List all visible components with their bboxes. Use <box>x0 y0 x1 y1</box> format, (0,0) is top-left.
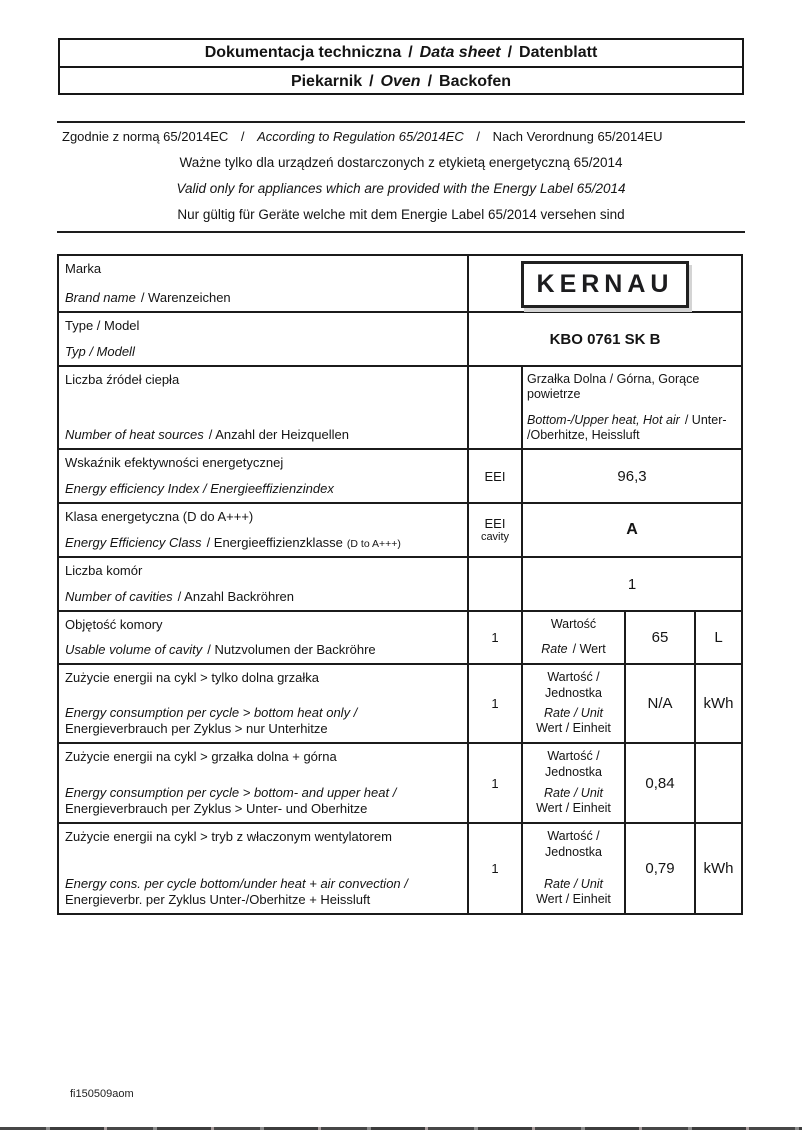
cavities-value-cell <box>523 558 741 610</box>
title-box <box>58 38 744 95</box>
model-label-de: Typ / Modell <box>65 344 135 360</box>
energy2-value: 0,84 <box>645 774 675 792</box>
volume-unit: L <box>714 629 723 646</box>
energy2-label-pl: Zużycie energii na cykl > grzałka dolna + górna <box>65 749 337 764</box>
class-value: A <box>626 521 638 538</box>
divider-line <box>57 231 745 233</box>
row-energy-bottom-upper <box>59 744 741 824</box>
eei-label-en-de: Energy efficiency Index / Energieeffizienzindex <box>65 481 334 497</box>
energy3-label-cell <box>59 824 469 913</box>
doc-subtitle-pl: Piekarnik <box>290 72 363 90</box>
volume-unit-cell <box>696 612 741 663</box>
energy3-unit: kWh <box>703 860 734 877</box>
energy1-unit-cell <box>696 665 741 742</box>
energy1-value-group <box>523 665 741 742</box>
energy2-count-cell: 1 <box>469 744 523 822</box>
heat-key-cell <box>469 367 523 448</box>
regulation-en: According to Regulation 65/2014EC <box>257 129 464 144</box>
energy2-value-cell <box>626 744 696 822</box>
brand-label-pl: Marka <box>65 261 102 276</box>
energy1-label-cell <box>59 665 469 742</box>
volume-count-cell: 1 <box>469 612 523 663</box>
row-heat-sources <box>59 367 741 450</box>
separator: / <box>369 72 374 90</box>
brand-label-en-de: Brand name / Warenzeichen <box>65 290 231 306</box>
energy3-count-cell: 1 <box>469 824 523 913</box>
validity-note-en: Valid only for appliances which are provided with the Energy Label 65/2014 <box>176 181 626 196</box>
doc-title-de: Datenblatt <box>519 44 598 61</box>
rate-unit-label: Wartość / Jednostka Rate / Unit Wert / Einheit <box>523 824 626 913</box>
regulation-pl: Zgodnie z normą 65/2014EC <box>62 129 229 144</box>
doc-subtitle-de: Backofen <box>439 72 512 90</box>
row-cavities <box>59 558 741 612</box>
energy1-count-cell: 1 <box>469 665 523 742</box>
separator: / <box>240 129 245 144</box>
energy3-value-cell <box>626 824 696 913</box>
row-volume <box>59 612 741 665</box>
energy1-value-cell <box>626 665 696 742</box>
cavities-label-cell <box>59 558 469 610</box>
model-label-cell <box>59 313 469 365</box>
brand-logo-cell <box>469 256 741 311</box>
document-code: fi150509aom <box>70 1088 134 1100</box>
volume-value: 65 <box>651 629 669 646</box>
energy1-unit: kWh <box>703 695 734 712</box>
cavities-key-cell <box>469 558 523 610</box>
row-energy-bottom <box>59 665 741 744</box>
regulation-de: Nach Verordnung 65/2014EU <box>492 129 663 144</box>
model-label-en: Type / Model <box>65 318 140 333</box>
model-value-cell <box>469 313 741 365</box>
doc-title <box>60 40 742 68</box>
energy3-value: 0,79 <box>645 860 675 877</box>
energy3-label-en-de: Energy cons. per cycle bottom/under heat + air convection / Energieverbr. per Zyklus Unter-/Oberhitze + Heissluft <box>65 876 408 908</box>
row-brand <box>59 256 741 313</box>
energy2-label-en-de: Energy consumption per cycle > bottom- and upper heat / Energieverbrauch per Zyklus > Unter- und Oberhitze <box>65 785 397 817</box>
heat-value-cell <box>523 367 741 448</box>
row-model <box>59 313 741 367</box>
validity-note-de: Nur gültig für Geräte welche mit dem Energie Label 65/2014 versehen sind <box>177 207 625 222</box>
scan-artifact-line <box>0 1127 802 1130</box>
cavities-label-pl: Liczba komór <box>65 563 143 578</box>
regulation-line <box>62 129 663 144</box>
volume-label-cell <box>59 612 469 663</box>
energy2-value-group <box>523 744 741 822</box>
separator: / <box>427 72 433 90</box>
class-label-pl: Klasa energetyczna (D do A+++) <box>65 509 254 524</box>
model-number: KBO 0761 SK B <box>549 330 661 348</box>
eei-value: 96,3 <box>617 467 647 485</box>
energy1-value: N/A <box>647 695 673 712</box>
cavities-label-en-de: Number of cavities / Anzahl Backröhren <box>65 589 295 605</box>
volume-value-cell <box>626 612 696 663</box>
energy3-unit-cell <box>696 824 741 913</box>
energy2-unit-cell <box>696 744 741 822</box>
volume-label-en-de: Usable volume of cavity / Nutzvolumen der Backröhre <box>65 642 376 658</box>
doc-subtitle <box>60 68 742 95</box>
heat-value-en-de: Bottom-/Upper heat, Hot air / Unter- /Oberhitze, Heissluft <box>527 413 727 442</box>
volume-label-pl: Objętość komory <box>65 617 163 632</box>
energy1-label-pl: Zużycie energii na cykl > tylko dolna grzałka <box>65 670 319 685</box>
class-label-en-de: Energy Efficiency Class / Energieeffizienzklasse (D to A+++) <box>65 535 401 551</box>
volume-value-group <box>523 612 741 663</box>
cavities-value: 1 <box>627 575 637 593</box>
row-energy-class <box>59 504 741 558</box>
volume-rate-label: Wartość Rate / Wert <box>523 612 626 663</box>
class-label-cell <box>59 504 469 556</box>
doc-subtitle-en: Oven <box>380 72 421 90</box>
energy1-label-en-de: Energy consumption per cycle > bottom heat only / Energieverbrauch per Zyklus > nur Unterhitze <box>65 705 358 737</box>
rate-unit-label: Wartość / Jednostka Rate / Unit Wert / Einheit <box>523 744 626 822</box>
separator: / <box>507 44 513 61</box>
separator: / <box>408 44 413 61</box>
class-value-cell <box>523 504 741 556</box>
eei-label-pl: Wskaźnik efektywności energetycznej <box>65 455 284 470</box>
heat-label-pl: Liczba źródeł ciepła <box>65 372 180 387</box>
eei-value-cell <box>523 450 741 502</box>
heat-label-cell <box>59 367 469 448</box>
validity-note-pl: Ważne tylko dla urządzeń dostarczonych z etykietą energetyczną 65/2014 <box>179 155 623 170</box>
energy3-value-group <box>523 824 741 913</box>
energy3-label-pl: Zużycie energii na cykl > tryb z właczonym wentylatorem <box>65 829 392 844</box>
heat-value-pl: Grzałka Dolna / Górna, Gorące powietrze <box>527 372 700 401</box>
row-eei <box>59 450 741 504</box>
spec-table <box>57 254 743 915</box>
doc-title-en: Data sheet <box>419 44 501 61</box>
eei-label-cell <box>59 450 469 502</box>
energy2-label-cell <box>59 744 469 822</box>
row-energy-fan <box>59 824 741 913</box>
rate-unit-label: Wartość / Jednostka Rate / Unit Wert / Einheit <box>523 665 626 742</box>
kernau-logo: KERNAU <box>521 261 689 308</box>
heat-label-en-de: Number of heat sources / Anzahl der Heizquellen <box>65 427 349 443</box>
separator: / <box>476 129 481 144</box>
doc-title-pl: Dokumentacja techniczna <box>204 44 402 61</box>
divider-line <box>57 121 745 123</box>
brand-label-cell <box>59 256 469 311</box>
eei-key-cell: EEI <box>469 450 523 502</box>
class-key-cell: EEI cavity <box>469 504 523 556</box>
